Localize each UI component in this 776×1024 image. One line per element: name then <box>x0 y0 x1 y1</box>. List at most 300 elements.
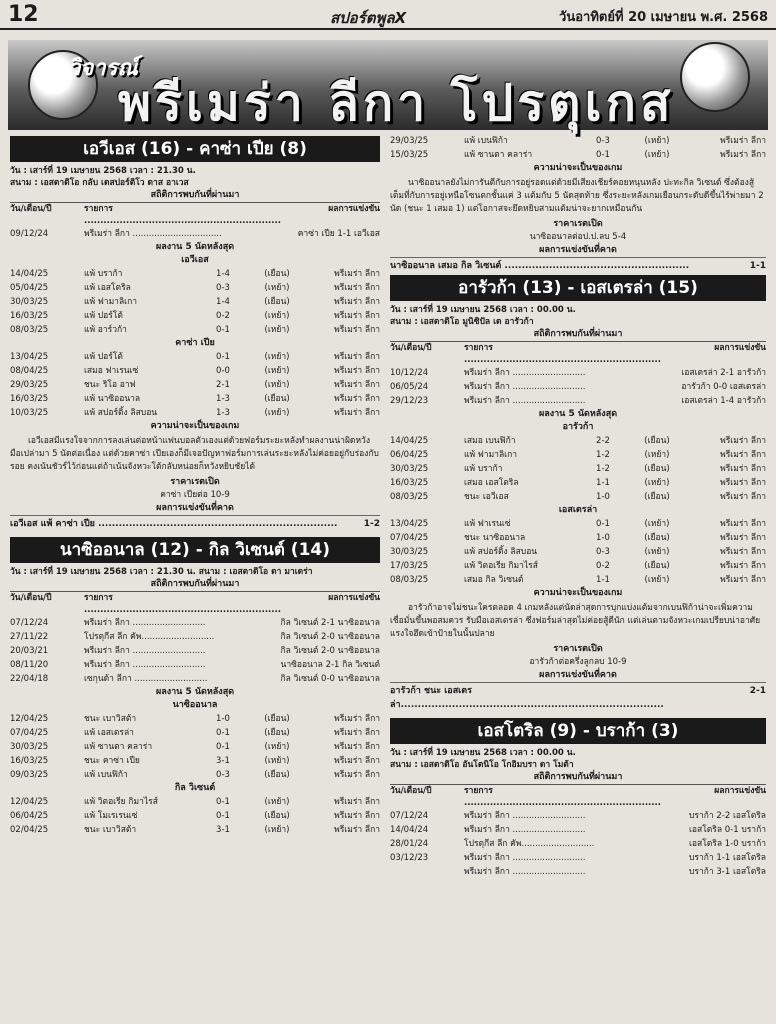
h2h-header <box>10 202 380 227</box>
h2h-row <box>390 366 766 380</box>
competition: พรีเมร่า ลีกา <box>334 825 380 835</box>
form-heading: ผลงาน 5 นัดหลังสุด <box>155 687 235 697</box>
prediction-row <box>390 257 766 273</box>
score: 0-1 <box>216 797 230 807</box>
h2h-heading: สถิติการพบกันที่ผ่านมา <box>150 190 240 200</box>
venue-type: (เหย้า) <box>644 575 670 585</box>
right-column <box>390 134 766 879</box>
match-date: 30/03/25 <box>390 464 429 474</box>
competition: พรีเมร่า ลีกา <box>720 533 766 543</box>
opponent-result: แพ้ ซานตา คลาร่า <box>464 150 533 160</box>
form-row <box>10 378 380 392</box>
venue-type: (เหย้า) <box>264 408 290 418</box>
form-list <box>10 350 380 420</box>
competition: พรีเมร่า ลีกา ........................... <box>84 618 206 628</box>
prediction-text: อารัวก้า ชนะ เอสเตรล่า............................................................................. <box>390 686 664 710</box>
match-date: 08/11/20 <box>10 660 49 670</box>
venue-type: (เหย้า) <box>264 366 290 376</box>
match-date: 06/04/25 <box>390 450 429 460</box>
match-result: บราก้า 1-1 เอสโตริล <box>689 853 766 863</box>
form-row <box>10 295 380 309</box>
venue-type: (เยือน) <box>264 728 290 738</box>
h2h-header <box>390 784 766 809</box>
opponent-result: แพ้ บราก้า <box>84 269 123 279</box>
match-date: 10/12/24 <box>390 368 429 378</box>
score: 0-1 <box>216 728 230 738</box>
score: 1-1 <box>596 575 610 585</box>
h2h-row <box>10 672 380 686</box>
col-result: ผลการแข่งขัน <box>328 593 380 603</box>
score: 2-1 <box>216 380 230 390</box>
h2h-row <box>390 865 766 879</box>
prediction-score: 1-1 <box>749 261 766 271</box>
score: 1-1 <box>596 478 610 488</box>
match-venue: สนาม : เอสตาดิโอ มูนิซิปัล เด อารัวก้า <box>390 317 534 327</box>
match-result: คาซ่า เปีย 1-1 เอวีเอส <box>297 229 380 239</box>
match-date: 07/04/25 <box>10 728 49 738</box>
match-date: 14/04/24 <box>390 825 429 835</box>
page-number: 12 <box>8 2 39 27</box>
score: 0-3 <box>216 770 230 780</box>
competition: พรีเมร่า ลีกา <box>720 436 766 446</box>
form-row <box>10 726 380 740</box>
opponent-result: แพ้ ฟามาลิเกา <box>84 297 137 307</box>
form-row <box>390 148 766 162</box>
opponent-result: เสมอ เบนฟิก้า <box>464 436 516 446</box>
form-list <box>390 517 766 587</box>
match-date: 09/03/25 <box>10 770 49 780</box>
match-date: 30/03/25 <box>10 297 49 307</box>
venue-type: (เหย้า) <box>264 742 290 752</box>
h2h-heading: สถิติการพบกันที่ผ่านมา <box>533 329 623 339</box>
venue-type: (เหย้า) <box>264 756 290 766</box>
h2h-row <box>10 616 380 630</box>
opponent-result: เสมอ กิล วิเซนต์ <box>464 575 524 585</box>
match-date <box>390 865 464 879</box>
match-date: 08/04/25 <box>10 366 49 376</box>
prediction-score: 2-1 <box>749 686 766 696</box>
odds-heading: ราคาเรตเปิด <box>553 644 603 654</box>
venue-type: (เยือน) <box>264 297 290 307</box>
score: 0-2 <box>596 561 610 571</box>
h2h-row <box>10 227 380 241</box>
score: 0-3 <box>216 283 230 293</box>
h2h-header <box>390 341 766 366</box>
match-date: 02/04/25 <box>10 825 49 835</box>
form-row <box>10 323 380 337</box>
competition: เซกุนด้า ลีกา ........................... <box>84 674 208 684</box>
score: 0-1 <box>216 811 230 821</box>
opponent-result: ชนะ เบาวิสต้า <box>84 825 137 835</box>
competition: พรีเมร่า ลีกา <box>334 756 380 766</box>
match-result: เอสเตรล่า 1-4 อารัวก้า <box>681 396 766 406</box>
competition: โปรตุกีส ลีก คัพ........................... <box>464 839 595 849</box>
match-date: 07/04/25 <box>390 533 429 543</box>
match-result: บราก้า 3-1 เอสโตริล <box>689 867 766 877</box>
match-date: 08/03/25 <box>390 492 429 502</box>
analysis-text: เอวีเอสมีแรงใจจากการลงเล่นต่อหน้าแฟนบอลตัวเองแต่ด้วยฟอร์มระยะหลังทำผลงานน่าผิดหวังมือเปล่ามา 5 นัดต่อเนื่อง แต่ด้วยคาซ่า เปียเองก็มีเจอปัญหาฟอร์มการเล่นระยะหลังไม่ค่อยอยู่กับร่องกับรอย คงเน้นชัวร์ไว้ก่อนแต่ถ้าเน้นจังหวะโต้กลับหน่อยก็หวังหยิบชัยได้ <box>10 436 379 472</box>
opponent-result: แพ้ นาซิออนาล <box>84 394 141 404</box>
form-row <box>390 476 766 490</box>
match-date: 07/12/24 <box>10 618 49 628</box>
section-banner <box>8 40 768 130</box>
h2h-row <box>390 380 766 394</box>
form-list <box>390 434 766 504</box>
match-venue: สนาม : เอสตาดิโอ กลับ เดสปอร์ติโว ดาส อาเวส <box>10 178 189 188</box>
competition: พรีเมร่า ลีกา <box>334 366 380 376</box>
match-venue: สนาม : เอสตาดิโอ อันโตนิโอ โกอิมบรา ดา โมต้า <box>390 760 574 770</box>
form-list <box>10 795 380 837</box>
score: 0-3 <box>596 136 610 146</box>
odds-value: คาซ่า เปียต่อ 10-9 <box>160 490 230 500</box>
match-date: 28/01/24 <box>390 839 429 849</box>
odds-heading: ราคาเรตเปิด <box>553 219 603 229</box>
competition: พรีเมร่า ลีกา <box>334 311 380 321</box>
competition: โปรตุกีส ลีก คัพ........................... <box>84 632 215 642</box>
match-date: 10/03/25 <box>10 408 49 418</box>
match-result: กิล วิเซนต์ 0-0 นาซิออนาล <box>280 674 380 684</box>
form-row <box>390 490 766 504</box>
match-date: 16/03/25 <box>390 478 429 488</box>
match-date: 08/03/25 <box>10 325 49 335</box>
opponent-result: แพ้ วิตอเรีย กิมาไรส์ <box>464 561 538 571</box>
score: 0-1 <box>596 150 610 160</box>
score: 1-0 <box>596 492 610 502</box>
score: 1-2 <box>596 450 610 460</box>
match-date: 17/03/25 <box>390 561 429 571</box>
match-date: 27/11/22 <box>10 632 49 642</box>
form-row <box>10 364 380 378</box>
competition: พรีเมร่า ลีกา ................................. <box>84 229 222 239</box>
venue-type: (เยือน) <box>644 561 670 571</box>
team-name: นาซิออนาล <box>172 700 218 710</box>
col-date: วัน/เดือน/ปี <box>10 204 52 214</box>
opponent-result: แพ้ อาร์วก้า <box>84 325 127 335</box>
competition: พรีเมร่า ลีกา <box>334 408 380 418</box>
venue-type: (เหย้า) <box>264 380 290 390</box>
opponent-result: แพ้ สปอร์ติ้ง ลิสบอน <box>464 547 538 557</box>
match-date: 16/03/25 <box>10 311 49 321</box>
col-list: รายการ ............................................................. <box>464 786 661 808</box>
match-title: เอวีเอส (16) - คาซ่า เปีย (8) <box>10 136 380 162</box>
form-row <box>390 573 766 587</box>
match-result: นาซิออนาล 2-1 กิล วิเซนต์ <box>280 660 380 670</box>
h2h-row <box>10 630 380 644</box>
venue-type: (เหย้า) <box>644 136 670 146</box>
analysis-heading: ความน่าจะเป็นของเกม <box>533 163 623 173</box>
venue-type: (เหย้า) <box>264 325 290 335</box>
match-result: เอสโตริล 1-0 บราก้า <box>689 839 766 849</box>
prediction-heading: ผลการแข่งขันที่คาด <box>156 503 234 513</box>
venue-type: (เหย้า) <box>644 150 670 160</box>
team-name: เอสเตรล่า <box>558 505 598 515</box>
venue-type: (เหย้า) <box>264 311 290 321</box>
h2h-list <box>390 809 766 879</box>
h2h-row <box>10 658 380 672</box>
match-date: 30/03/25 <box>10 742 49 752</box>
prediction-score: 1-2 <box>363 519 380 529</box>
match-time: วัน : เสาร์ที่ 19 เมษายน 2568 เวลา : 21.30 น. <box>10 166 196 176</box>
competition: พรีเมร่า ลีกา ........................... <box>84 660 206 670</box>
col-result: ผลการแข่งขัน <box>714 343 766 353</box>
competition: พรีเมร่า ลีกา <box>720 136 766 146</box>
page-header <box>0 0 776 30</box>
venue-type: (เหย้า) <box>264 797 290 807</box>
left-column <box>10 134 380 837</box>
venue-type: (เยือน) <box>644 464 670 474</box>
score: 2-2 <box>596 436 610 446</box>
opponent-result: แพ้ เอสโตริล <box>84 283 131 293</box>
match-date: 06/04/25 <box>10 811 49 821</box>
form-list <box>10 712 380 782</box>
competition: พรีเมร่า ลีกา ........................... <box>464 396 586 406</box>
competition: พรีเมร่า ลีกา <box>720 547 766 557</box>
issue-date: วันอาทิตย์ที่ 20 เมษายน พ.ศ. 2568 <box>559 10 768 25</box>
form-row <box>10 267 380 281</box>
form-row <box>10 823 380 837</box>
opponent-result: แพ้ สปอร์ติ้ง ลิสบอน <box>84 408 158 418</box>
odds-value: นาซิออนาลต่อป.ป.ลบ 5-4 <box>529 232 627 242</box>
venue-type: (เยือน) <box>264 394 290 404</box>
score: 1-3 <box>216 394 230 404</box>
match-time: วัน : เสาร์ที่ 19 เมษายน 2568 เวลา : 00.00 น. <box>390 748 576 758</box>
opponent-result: แพ้ ปอร์โต้ <box>84 352 123 362</box>
h2h-row <box>390 823 766 837</box>
venue-type: (เหย้า) <box>644 478 670 488</box>
prediction-text: เอวีเอส แพ้ คาซ่า เปีย ...................................................................... <box>10 519 338 529</box>
venue-type: (เยือน) <box>644 436 670 446</box>
col-list: รายการ ............................................................. <box>464 343 661 365</box>
opponent-result: ชนะ ริโอ อาฟ <box>84 380 136 390</box>
opponent-result: แพ้ ฟามาลิเกา <box>464 450 517 460</box>
venue-type: (เยือน) <box>644 533 670 543</box>
competition: พรีเมร่า ลีกา ........................... <box>464 867 586 877</box>
match-date: 20/03/21 <box>10 646 49 656</box>
venue-type: (เหย้า) <box>644 519 670 529</box>
prediction-heading: ผลการแข่งขันที่คาด <box>539 245 617 255</box>
form-row <box>10 392 380 406</box>
odds-heading: ราคาเรตเปิด <box>170 477 220 487</box>
form-row <box>390 517 766 531</box>
form-row <box>390 531 766 545</box>
competition: พรีเมร่า ลีกา <box>334 770 380 780</box>
form-heading: ผลงาน 5 นัดหลังสุด <box>538 409 618 419</box>
competition: พรีเมร่า ลีกา ........................... <box>464 811 586 821</box>
match-result: กิล วิเซนต์ 2-1 นาซิออนาล <box>280 618 380 628</box>
analysis-heading: ความน่าจะเป็นของเกม <box>533 588 623 598</box>
prediction-row <box>10 515 380 531</box>
form-row <box>10 350 380 364</box>
match-date: 15/03/25 <box>390 150 429 160</box>
competition: พรีเมร่า ลีกา <box>720 561 766 571</box>
banner-title: พรีเมร่า ลีกา โปรตุเกส <box>118 74 675 132</box>
competition: พรีเมร่า ลีกา <box>334 269 380 279</box>
prediction-text: นาซิออนาล เสมอ กิล วิเซนต์ ...................................................... <box>390 261 690 271</box>
match-result: บราก้า 2-2 เอสโตริล <box>689 811 766 821</box>
match-date: 07/12/24 <box>390 811 429 821</box>
score: 1-0 <box>216 714 230 724</box>
match-date: 14/04/25 <box>390 436 429 446</box>
score: 0-1 <box>216 325 230 335</box>
competition: พรีเมร่า ลีกา <box>720 492 766 502</box>
match-date: 13/04/25 <box>390 519 429 529</box>
competition: พรีเมร่า ลีกา <box>720 450 766 460</box>
competition: พรีเมร่า ลีกา <box>334 283 380 293</box>
match-date: 22/04/18 <box>10 674 49 684</box>
competition: พรีเมร่า ลีกา <box>720 478 766 488</box>
competition: พรีเมร่า ลีกา <box>720 150 766 160</box>
h2h-heading: สถิติการพบกันที่ผ่านมา <box>150 579 240 589</box>
score: 0-1 <box>216 742 230 752</box>
form-list <box>10 267 380 337</box>
competition: พรีเมร่า ลีกา ........................... <box>464 382 586 392</box>
match-result: อารัวก้า 0-0 เอสเตรล่า <box>681 382 766 392</box>
opponent-result: แพ้ วิตอเรีย กิมาไรส์ <box>84 797 158 807</box>
venue-type: (เหย้า) <box>264 352 290 362</box>
h2h-list <box>10 616 380 686</box>
match-date: 03/12/23 <box>390 853 429 863</box>
prediction-heading: ผลการแข่งขันที่คาด <box>539 670 617 680</box>
opponent-result: ชนะ นาซิออนาล <box>464 533 526 543</box>
venue-type: (เหย้า) <box>264 825 290 835</box>
h2h-header <box>10 591 380 616</box>
h2h-row <box>390 837 766 851</box>
match-date: 29/03/25 <box>10 380 49 390</box>
competition: พรีเมร่า ลีกา <box>720 464 766 474</box>
score: 1-3 <box>216 408 230 418</box>
venue-type: (เยือน) <box>264 770 290 780</box>
match-date: 05/04/25 <box>10 283 49 293</box>
odds-value: อารัวก้าต่อครึ่งลูกลบ 10-9 <box>529 657 627 667</box>
competition: พรีเมร่า ลีกา <box>334 297 380 307</box>
col-result: ผลการแข่งขัน <box>714 786 766 796</box>
competition: พรีเมร่า ลีกา <box>334 811 380 821</box>
col-list: รายการ ............................................................. <box>84 204 281 226</box>
form-list <box>390 134 766 162</box>
score: 1-0 <box>596 533 610 543</box>
match-date: 12/04/25 <box>10 714 49 724</box>
competition: พรีเมร่า ลีกา <box>334 325 380 335</box>
match-title: นาซิออนาล (12) - กิล วิเซนต์ (14) <box>10 537 380 563</box>
competition: พรีเมร่า ลีกา <box>334 728 380 738</box>
form-heading: ผลงาน 5 นัดหลังสุด <box>155 242 235 252</box>
match-date: 14/04/25 <box>10 269 49 279</box>
form-row <box>390 462 766 476</box>
competition: พรีเมร่า ลีกา <box>334 797 380 807</box>
h2h-row <box>390 851 766 865</box>
prediction-row <box>390 682 766 712</box>
analysis-heading: ความน่าจะเป็นของเกม <box>150 421 240 431</box>
competition: พรีเมร่า ลีกา ........................... <box>464 825 586 835</box>
score: 3-1 <box>216 825 230 835</box>
competition: พรีเมร่า ลีกา ........................... <box>464 368 586 378</box>
h2h-row <box>390 809 766 823</box>
form-row <box>10 281 380 295</box>
opponent-result: เสมอ เอสโตริล <box>464 478 519 488</box>
h2h-heading: สถิติการพบกันที่ผ่านมา <box>533 772 623 782</box>
score: 0-1 <box>596 519 610 529</box>
team-name: กิล วิเซนต์ <box>174 783 216 793</box>
match-date: 16/03/25 <box>10 394 49 404</box>
banner-subtitle: วิจารณ์ <box>68 56 138 81</box>
team-name: คาซ่า เปีย <box>175 338 215 348</box>
opponent-result: ชนะ เบาวิสต้า <box>84 714 137 724</box>
competition: พรีเมร่า ลีกา <box>334 352 380 362</box>
competition: พรีเมร่า ลีกา <box>334 742 380 752</box>
match-date: 06/05/24 <box>390 382 429 392</box>
opponent-result: ชนะ คาซ่า เปีย <box>84 756 140 766</box>
football-icon <box>680 42 750 112</box>
opponent-result: ชนะ เอวีเอส <box>464 492 509 502</box>
col-list: รายการ ............................................................. <box>84 593 281 615</box>
competition: พรีเมร่า ลีกา ........................... <box>84 646 206 656</box>
opponent-result: แพ้ ปอร์โต้ <box>84 311 123 321</box>
h2h-row <box>10 644 380 658</box>
competition: พรีเมร่า ลีกา <box>720 519 766 529</box>
match-date: 29/12/23 <box>390 396 429 406</box>
match-date: 16/03/25 <box>10 756 49 766</box>
venue-type: (เหย้า) <box>264 283 290 293</box>
match-date: 08/03/25 <box>390 575 429 585</box>
col-result: ผลการแข่งขัน <box>328 204 380 214</box>
score: 1-4 <box>216 297 230 307</box>
opponent-result: แพ้ เบนฟิก้า <box>464 136 508 146</box>
score: 3-1 <box>216 756 230 766</box>
venue-type: (เหย้า) <box>644 450 670 460</box>
match-date: 29/03/25 <box>390 136 429 146</box>
opponent-result: แพ้ บราก้า <box>464 464 503 474</box>
score: 0-2 <box>216 311 230 321</box>
competition: พรีเมร่า ลีกา ........................... <box>464 853 586 863</box>
h2h-list <box>390 366 766 408</box>
h2h-list <box>10 227 380 241</box>
match-result: กิล วิเซนต์ 2-0 นาซิออนาล <box>280 646 380 656</box>
score: 1-4 <box>216 269 230 279</box>
col-date: วัน/เดือน/ปี <box>390 786 432 796</box>
competition: พรีเมร่า ลีกา <box>334 394 380 404</box>
opponent-result: แพ้ ซานตา คลาร่า <box>84 742 153 752</box>
match-result: เอสโตริล 0-1 บราก้า <box>689 825 766 835</box>
venue-type: (เยือน) <box>264 811 290 821</box>
form-row <box>10 795 380 809</box>
competition: พรีเมร่า ลีกา <box>334 714 380 724</box>
venue-type: (เหย้า) <box>644 547 670 557</box>
match-result: กิล วิเซนต์ 2-0 นาซิออนาล <box>280 632 380 642</box>
competition: พรีเมร่า ลีกา <box>334 380 380 390</box>
match-title: อารัวก้า (13) - เอสเตรล่า (15) <box>390 275 766 301</box>
match-date: 12/04/25 <box>10 797 49 807</box>
h2h-row <box>390 394 766 408</box>
match-date: 09/12/24 <box>10 229 49 239</box>
form-row <box>390 559 766 573</box>
score: 0-0 <box>216 366 230 376</box>
form-row <box>10 809 380 823</box>
team-name: เอวีเอส <box>181 255 209 265</box>
form-row <box>10 406 380 420</box>
form-row <box>10 740 380 754</box>
match-date: 13/04/25 <box>10 352 49 362</box>
analysis-text: นาซิออนาลยังไม่การันตีกับการอยู่รอดแต่ด้วยมีเสียงเชียร์คอยหนุนหลัง ปะทะกิล วิเซนต์ ซึ่งต้องสู้เต็มที่กับการอยู่เหนือโซนตกชั้นแค่ 3 แต้มกับ 5 นัดสุดท้าย ซึ่งระยะหลังเกมเยือนกระดับดีขึ้นไร้พ่ายมา 2 นัด (ชนะ 1 เสมอ 1) แต่โอกาสจะยึดหยิบสามแต้มน่าจะยากเหมือนกัน <box>390 178 764 214</box>
competition: พรีเมร่า ลีกา <box>720 575 766 585</box>
match-time: วัน : เสาร์ที่ 19 เมษายน 2568 เวลา : 21.30 น. สนาม : เอสตาดิโอ ดา มาเดร่า <box>10 567 313 577</box>
opponent-result: แพ้ เอสเตรล่า <box>84 728 134 738</box>
venue-type: (เยือน) <box>644 492 670 502</box>
venue-type: (เยือน) <box>264 714 290 724</box>
form-row <box>10 754 380 768</box>
score: 0-3 <box>596 547 610 557</box>
match-date: 30/03/25 <box>390 547 429 557</box>
match-title: เอสโตริล (9) - บราก้า (3) <box>390 718 766 744</box>
